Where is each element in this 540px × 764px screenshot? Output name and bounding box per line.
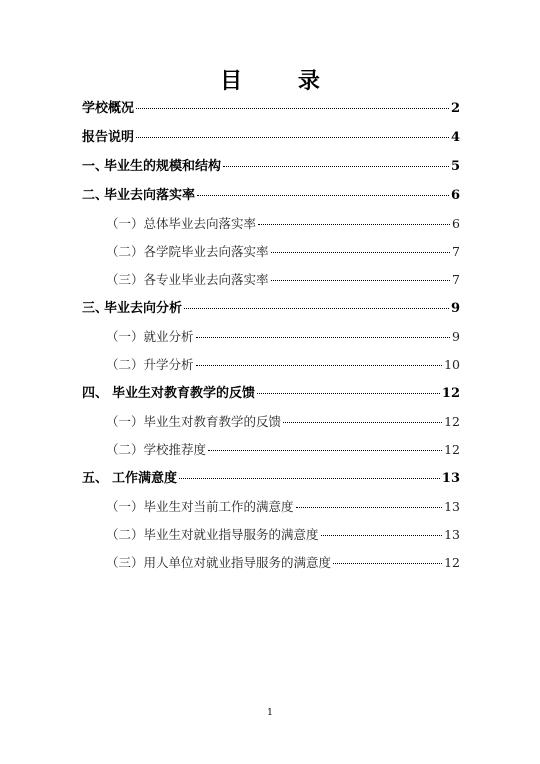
toc-entry-page: 7 [452,272,460,287]
toc-entry-number: 四、 [82,386,109,401]
toc-entry-section-3[interactable] [82,300,460,318]
toc-entry-label: 学校推荐度 [143,442,207,457]
toc-entry-label: 毕业生对当前工作的满意度 [143,499,294,514]
toc-entry-section-4[interactable] [82,385,460,403]
toc-entry-page: 2 [450,101,460,116]
toc-entry-label: 毕业生的规模和结构 [104,159,222,174]
dot-leader [223,166,449,167]
toc-entry-report-notes[interactable] [82,129,460,147]
toc-entry-label: 各学院毕业去向落实率 [143,244,269,259]
dot-leader [296,507,443,508]
toc-entry-number: 三、 [82,301,109,316]
toc-entry-label: 工作满意度 [112,471,178,486]
dot-leader [196,365,443,366]
toc-entry-number: （一） [106,414,144,429]
toc-entry-number: 一、 [82,159,109,174]
toc-entry-page: 9 [450,301,460,316]
toc-entry-label: 就业分析 [143,329,194,344]
toc-entry-page: 12 [444,555,460,570]
toc-entry-page: 5 [450,159,460,174]
toc-entry-number: 五、 [82,471,109,486]
toc-entry-number: （三） [106,272,144,287]
toc-entry-label: 学校概况 [82,101,135,116]
toc-entry-section-5-3[interactable] [106,554,460,572]
page-number-footer: 1 [267,708,273,718]
toc-entry-number: （一） [106,499,144,514]
toc-entry-number: （一） [106,329,144,344]
toc-entry-page: 13 [441,471,460,486]
toc-entry-page: 12 [444,442,460,457]
toc-entry-number: 二、 [82,188,109,203]
dot-leader [258,224,450,225]
toc-entry-section-5-2[interactable] [106,526,460,544]
dot-leader [333,563,442,564]
dot-leader [136,137,449,138]
page-title: 目 录 [220,69,344,94]
toc-entry-section-1[interactable] [82,158,460,176]
toc-entry-page: 7 [452,244,460,259]
dot-leader [321,535,443,536]
toc-entry-label: 升学分析 [143,357,194,372]
toc-entry-section-4-1[interactable] [106,413,460,431]
toc-entry-number: （三） [106,555,144,570]
toc-entry-page: 9 [452,329,460,344]
toc-entry-section-5[interactable] [82,470,460,488]
toc-entry-label: 毕业生对就业指导服务的满意度 [143,527,319,542]
dot-leader [196,337,451,338]
toc-entry-section-3-2[interactable] [106,356,460,374]
toc-entry-page: 6 [450,188,460,203]
toc-entry-page: 4 [450,130,460,145]
toc-entry-label: 各专业毕业去向落实率 [143,272,269,287]
dot-leader [257,393,440,394]
toc-entry-number: （二） [106,244,144,259]
toc-entry-page: 6 [452,216,460,231]
toc-entry-section-3-1[interactable] [106,328,460,346]
toc-entry-page: 12 [441,386,460,401]
dot-leader [197,195,449,196]
dot-leader [179,478,440,479]
toc-entry-section-2-2[interactable] [106,243,460,261]
toc-entry-number: （二） [106,527,144,542]
dot-leader [184,308,449,309]
toc-entry-section-2[interactable] [82,187,460,205]
toc-entry-school-overview[interactable] [82,100,460,118]
toc-entry-section-4-2[interactable] [106,441,460,459]
toc-entry-section-2-3[interactable] [106,271,460,289]
dot-leader [271,252,451,253]
toc-entry-label: 用人单位对就业指导服务的满意度 [143,555,332,570]
dot-leader [271,280,451,281]
toc-entry-section-5-1[interactable] [106,498,460,516]
toc-entry-label: 毕业生对教育教学的反馈 [112,386,256,401]
toc-entry-page: 10 [444,357,460,372]
toc-entry-label: 毕业去向落实率 [104,188,196,203]
toc-entry-number: （一） [106,216,144,231]
toc-entry-section-2-1[interactable] [106,215,460,233]
toc-entry-page: 13 [444,499,460,514]
toc-entry-page: 12 [444,414,460,429]
dot-leader [283,422,442,423]
toc-entry-page: 13 [444,527,460,542]
dot-leader [208,450,442,451]
toc-entry-label: 毕业去向分析 [104,301,183,316]
dot-leader [136,108,449,109]
toc-entry-label: 毕业生对教育教学的反馈 [143,414,282,429]
toc-entry-number: （二） [106,357,144,372]
toc-entry-label: 报告说明 [82,130,135,145]
toc-entry-label: 总体毕业去向落实率 [143,216,257,231]
toc-entry-number: （二） [106,442,144,457]
